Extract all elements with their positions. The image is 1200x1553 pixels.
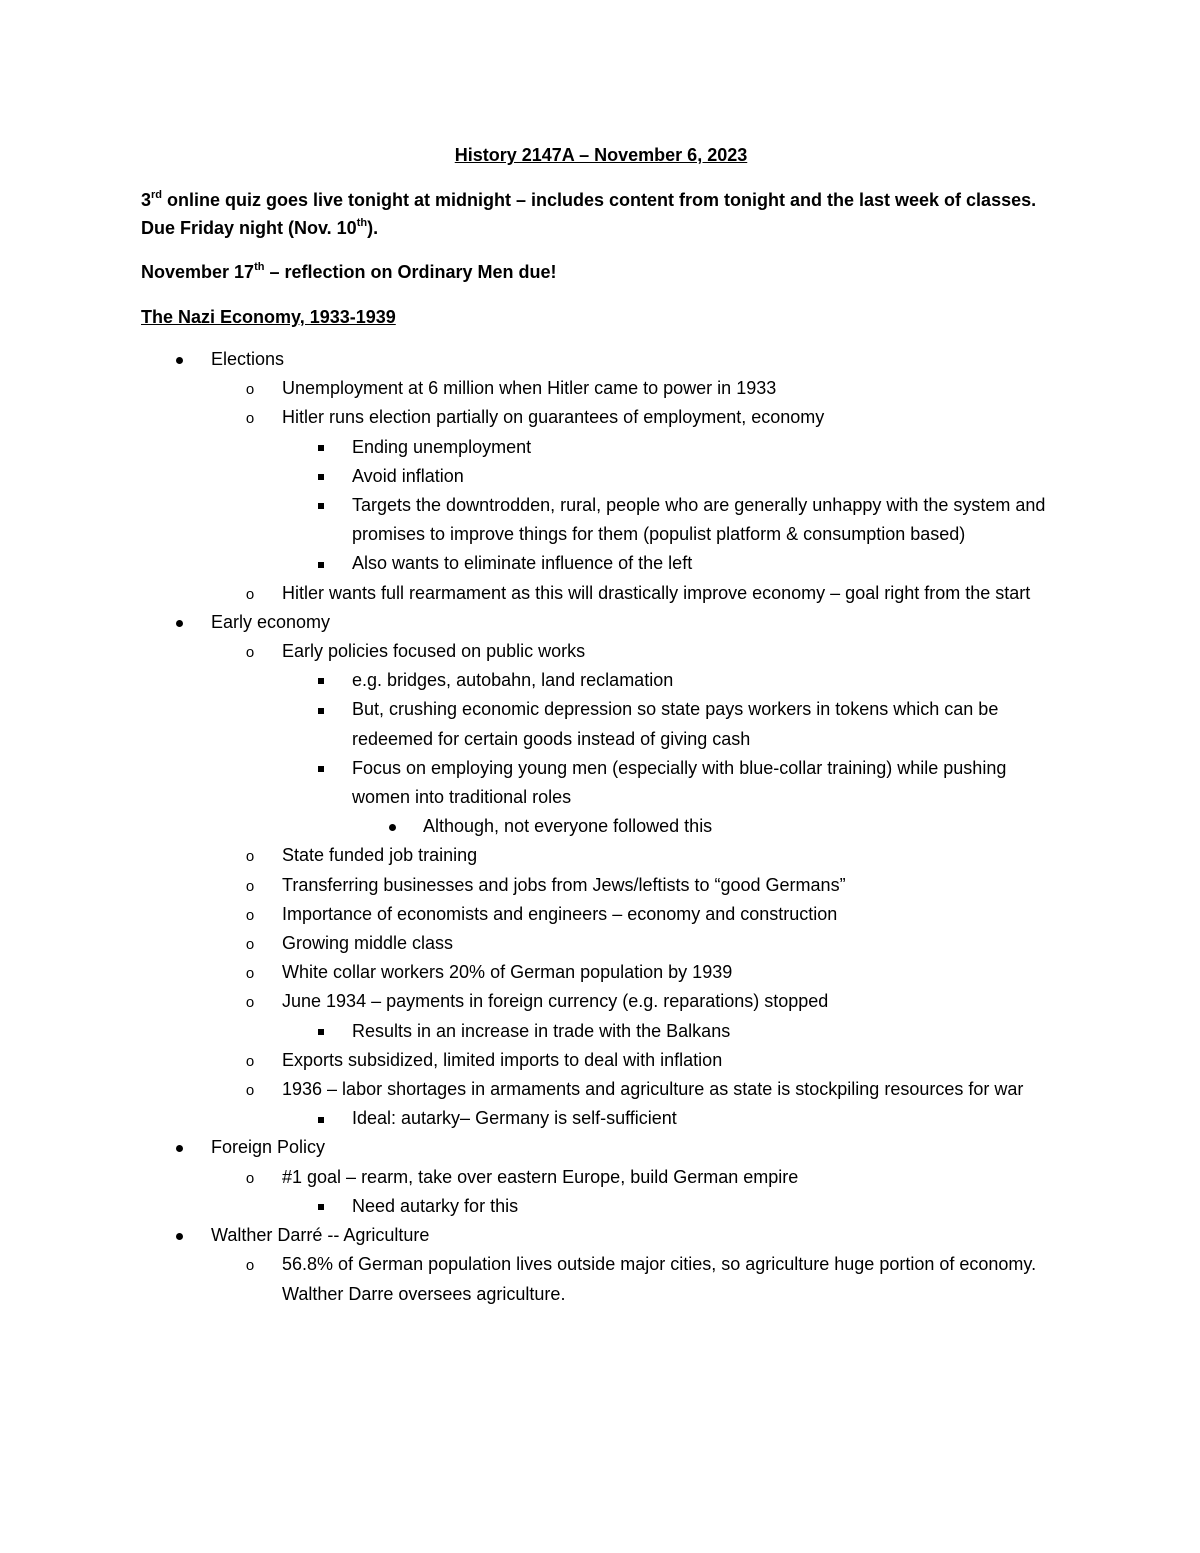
outline-item-text: Exports subsidized, limited imports to deal with inflation [282, 1049, 723, 1070]
outline-item-level-2 [141, 871, 1071, 900]
outline-item-text: Ending unemployment [352, 436, 532, 457]
outline-item-text: Avoid inflation [352, 465, 464, 486]
circle-bullet-icon: o [245, 1169, 255, 1187]
outline-item-text: e.g. bridges, autobahn, land reclamation [352, 670, 674, 691]
circle-bullet-icon: o [245, 936, 255, 954]
square-bullet-icon [311, 1104, 331, 1133]
outline-item-level-3 [141, 433, 1071, 462]
outline-item-text: Need autarky for this [352, 1195, 519, 1216]
section-heading: The Nazi Economy, 1933-1939 [141, 307, 396, 327]
outline-item-text: Hitler wants full rearmament as this will drastically improve economy – goal right from the start [282, 582, 1031, 603]
outline-item-level-1 [141, 608, 1071, 637]
outline-item-text: Transferring businesses and jobs from Jews/leftists to “good Germans” [282, 874, 846, 895]
circle-bullet-icon: o [245, 877, 255, 895]
outline-item-level-2 [141, 1046, 1071, 1075]
outline-item-text: Targets the downtrodden, rural, people who are generally unhappy with the system and promises to improve things for them (populist platform & consumption based) [352, 495, 1046, 545]
outline-item-level-1 [141, 1133, 1071, 1162]
dot-bullet-icon [169, 345, 189, 374]
outline-item-level-2 [141, 841, 1071, 870]
outline-item-level-3 [141, 1104, 1071, 1133]
outline-item-level-2 [141, 929, 1071, 958]
square-bullet-icon [311, 754, 331, 783]
square-bullet-icon [311, 549, 331, 578]
outline-item-level-3 [141, 1192, 1071, 1221]
outline-item-level-2 [141, 1075, 1071, 1104]
outline-item-level-2 [141, 958, 1071, 987]
outline-item-level-4 [141, 812, 1071, 841]
outline-item-text: Also wants to eliminate influence of the left [352, 553, 693, 574]
circle-bullet-icon: o [245, 1257, 255, 1275]
outline-item-text: June 1934 – payments in foreign currency (e.g. reparations) stopped [282, 991, 829, 1012]
outline-item-level-3 [141, 549, 1071, 578]
outline-item-level-2 [141, 374, 1071, 403]
square-bullet-icon [311, 666, 331, 695]
outline-item-text: Unemployment at 6 million when Hitler came to power in 1933 [282, 378, 777, 399]
quiz-announcement [141, 186, 1041, 242]
reflection-announcement [141, 258, 1041, 286]
quiz-due-date-suffix: th [356, 217, 368, 229]
square-bullet-icon [311, 1017, 331, 1046]
circle-bullet-icon: o [245, 644, 255, 662]
square-bullet-icon [311, 433, 331, 462]
circle-bullet-icon: o [245, 381, 255, 399]
outline-item-level-2 [141, 637, 1071, 666]
outline-item-text: Importance of economists and engineers – economy and construction [282, 903, 838, 924]
reflection-date-suffix: th [254, 261, 265, 273]
outline-item-text: 1936 – labor shortages in armaments and agriculture as state is stockpiling resources for war [282, 1079, 1024, 1100]
circle-bullet-icon: o [245, 585, 255, 603]
square-bullet-icon [311, 1192, 331, 1221]
outline-item-text: Hitler runs election partially on guarantees of employment, economy [282, 407, 825, 428]
quiz-announcement-text: online quiz goes live tonight at midnight – includes content from tonight and the last week of classes. Due Friday night (Nov. 10 [141, 190, 1037, 238]
outline-item-level-1 [141, 345, 1071, 374]
outline-item-text: Results in an increase in trade with the Balkans [352, 1020, 731, 1041]
outline-list [141, 345, 1071, 1309]
square-bullet-icon [311, 695, 331, 724]
outline-item-text: Ideal: autarky– Germany is self-sufficient [352, 1108, 677, 1129]
outline-item-text: Although, not everyone followed this [423, 816, 713, 837]
outline-item-level-2 [141, 579, 1071, 608]
outline-item-text: State funded job training [282, 845, 478, 866]
outline-item-level-3 [141, 666, 1071, 695]
outline-item-level-3 [141, 1017, 1071, 1046]
outline-item-text: Early economy [211, 611, 331, 632]
dot-bullet-icon [169, 608, 189, 637]
circle-bullet-icon: o [245, 1082, 255, 1100]
outline-item-text: Foreign Policy [211, 1137, 326, 1158]
dot-bullet-icon [169, 1221, 189, 1250]
reflection-date: November 17 [141, 262, 255, 282]
outline-item-text: Focus on employing young men (especially with blue-collar training) while pushing women into traditional roles [352, 757, 1007, 808]
outline-item-level-2 [141, 1250, 1071, 1308]
outline-item-level-2 [141, 403, 1071, 432]
outline-item-text: Growing middle class [282, 933, 454, 954]
outline-item-text: But, crushing economic depression so state pays workers in tokens which can be redeemed for certain goods instead of giving cash [352, 699, 999, 749]
reflection-announcement-text: – reflection on Ordinary Men due! [264, 262, 557, 282]
outline-item-text: Walther Darré -- Agriculture [211, 1225, 430, 1246]
quiz-ordinal-suffix: rd [151, 189, 163, 201]
square-bullet-icon [311, 462, 331, 491]
quiz-ordinal: 3 [141, 190, 152, 210]
outline-item-level-3 [141, 695, 1071, 753]
circle-bullet-icon: o [245, 906, 255, 924]
circle-bullet-icon: o [245, 848, 255, 866]
circle-bullet-icon: o [245, 1052, 255, 1070]
outline-item-level-1 [141, 1221, 1071, 1250]
dot-bullet-icon [382, 812, 402, 841]
outline-item-level-2 [141, 987, 1071, 1016]
outline-item-level-3 [141, 491, 1071, 549]
dot-bullet-icon [169, 1133, 189, 1162]
page-title: History 2147A – November 6, 2023 [454, 145, 748, 165]
circle-bullet-icon: o [245, 410, 255, 428]
outline-item-level-2 [141, 1163, 1071, 1192]
outline-item-text: 56.8% of German population lives outside major cities, so agriculture huge portion of economy. Walther Darre oversees agriculture. [282, 1254, 1037, 1304]
circle-bullet-icon: o [245, 965, 255, 983]
circle-bullet-icon: o [245, 994, 255, 1012]
square-bullet-icon [311, 491, 331, 520]
outline-item-level-3 [141, 754, 1071, 812]
quiz-announcement-end: ). [367, 218, 379, 238]
outline-item-level-2 [141, 900, 1071, 929]
outline-item-text: Elections [211, 349, 285, 369]
notes-outline [141, 345, 1071, 1309]
outline-item-text: Early policies focused on public works [282, 641, 586, 662]
outline-item-level-3 [141, 462, 1071, 491]
outline-item-text: #1 goal – rearm, take over eastern Europe, build German empire [282, 1166, 799, 1187]
outline-item-text: White collar workers 20% of German population by 1939 [282, 962, 733, 983]
